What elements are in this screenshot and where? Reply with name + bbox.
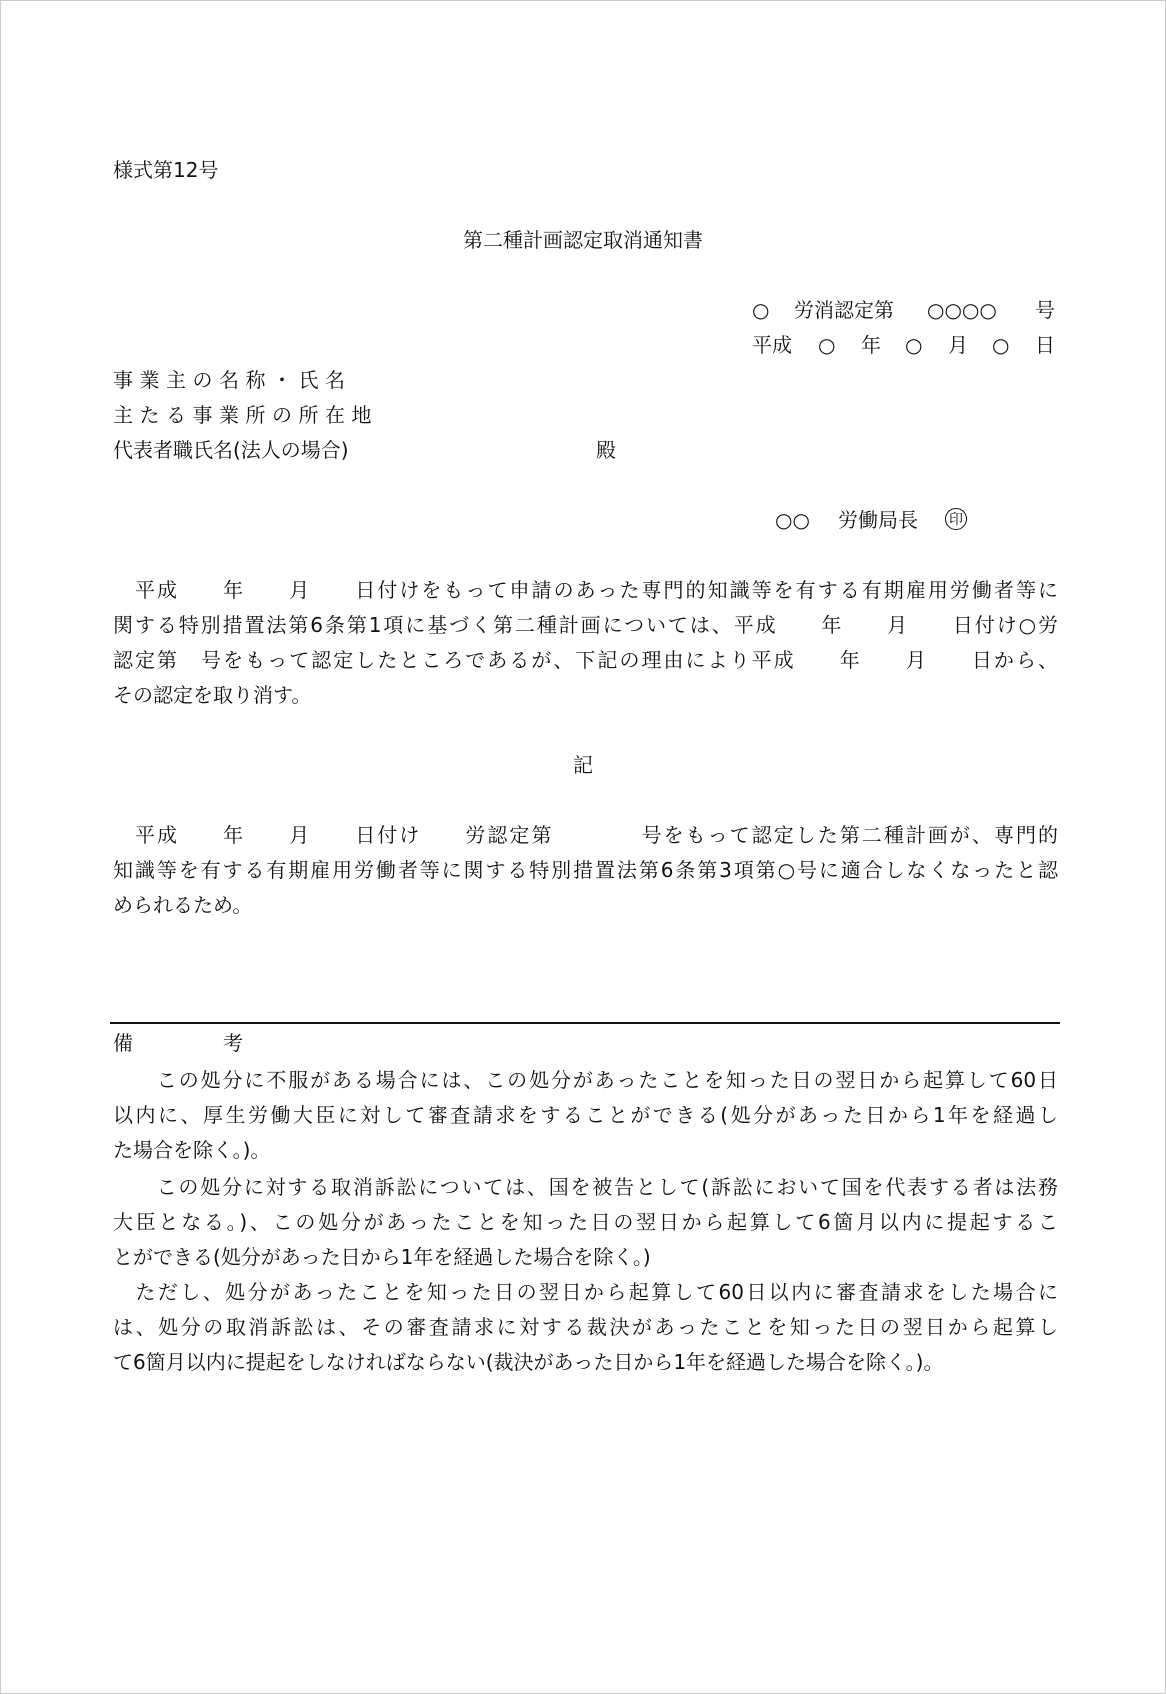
ki-heading: 記 xyxy=(573,753,593,777)
addressee-name: 事業主の名称・氏名 xyxy=(113,368,352,392)
note-line: は、処分の取消訴訟は、その審査請求に対する裁決があったことを知った日の翌日から起算し xyxy=(113,1315,1058,1339)
reference-number-value: ○○○○ xyxy=(927,298,997,322)
form-number: 様式第12号 xyxy=(113,158,219,182)
issuer-prefix: ○○ xyxy=(775,508,810,532)
note-paragraph xyxy=(113,1275,1058,1380)
addressee-address: 主たる事業所の所在地 xyxy=(113,403,378,427)
note-line: て6箇月以内に提起をしなければならない(裁決があった日から1年を経過した場合を除く。)。 xyxy=(113,1350,944,1374)
notes-divider xyxy=(110,1022,1060,1024)
body-line: 関する特別措置法第6条第1項に基づく第二種計画については、平成 年 月 日付け○労 xyxy=(113,613,1058,637)
reason-line: められるため。 xyxy=(113,893,253,917)
body-line: その認定を取り消す。 xyxy=(113,683,312,707)
reason-line: 平成 年 月 日付け 労認定第 号をもって認定した第二種計画が、専門的 xyxy=(113,823,1058,847)
date-day-label: 日 xyxy=(1035,333,1055,357)
reason-line: 知識等を有する有期雇用労働者等に関する特別措置法第6条第3項第○号に適合しなくなったと認 xyxy=(113,858,1058,882)
note-line: この処分に対する取消訴訟については、国を被告として(訴訟において国を代表する者は法務 xyxy=(113,1175,1058,1199)
date-year-value: ○ xyxy=(818,333,836,357)
date-day-value: ○ xyxy=(992,333,1010,357)
honorific: 殿 xyxy=(596,438,616,462)
body-line: 認定第 号をもって認定したところであるが、下記の理由により平成 年 月 日から、 xyxy=(113,648,1058,672)
reference-label: 労消認定第 xyxy=(794,298,894,322)
note-line: ただし、処分があったことを知った日の翌日から起算して60日以内に審査請求をした場合に xyxy=(113,1280,1058,1304)
body-line: 平成 年 月 日付けをもって申請のあった専門的知識等を有する有期雇用労働者等に xyxy=(113,578,1058,602)
note-paragraph xyxy=(113,1063,1058,1168)
note-line: 以内に、厚生労働大臣に対して審査請求をすることができる(処分があった日から1年を経過し xyxy=(113,1103,1058,1127)
reference-circle: ○ xyxy=(752,298,770,322)
addressee-representative: 代表者職氏名(法人の場合) xyxy=(113,438,349,462)
note-line: た場合を除く。)。 xyxy=(113,1138,271,1162)
date-year-label: 年 xyxy=(861,333,881,357)
note-line: この処分に不服がある場合には、この処分があったことを知った日の翌日から起算して60日 xyxy=(113,1068,1058,1092)
notes-label-right: 考 xyxy=(223,1031,243,1055)
notes-label-left: 備 xyxy=(113,1031,133,1055)
date-month-value: ○ xyxy=(905,333,923,357)
date-era: 平成 xyxy=(752,333,792,357)
note-line: 大臣となる。)、この処分があったことを知った日の翌日から起算して6箇月以内に提起するこ xyxy=(113,1210,1058,1234)
note-line: とができる(処分があった日から1年を経過した場合を除く。) xyxy=(113,1245,651,1269)
seal-mark: 印 xyxy=(945,508,967,530)
issuer-title: 労働局長 xyxy=(838,508,918,532)
body-paragraph xyxy=(113,573,1058,713)
document-title: 第二種計画認定取消通知書 xyxy=(463,228,703,252)
note-paragraph xyxy=(113,1170,1058,1275)
date-month-label: 月 xyxy=(948,333,968,357)
reference-suffix: 号 xyxy=(1035,298,1055,322)
reason-paragraph xyxy=(113,818,1058,923)
